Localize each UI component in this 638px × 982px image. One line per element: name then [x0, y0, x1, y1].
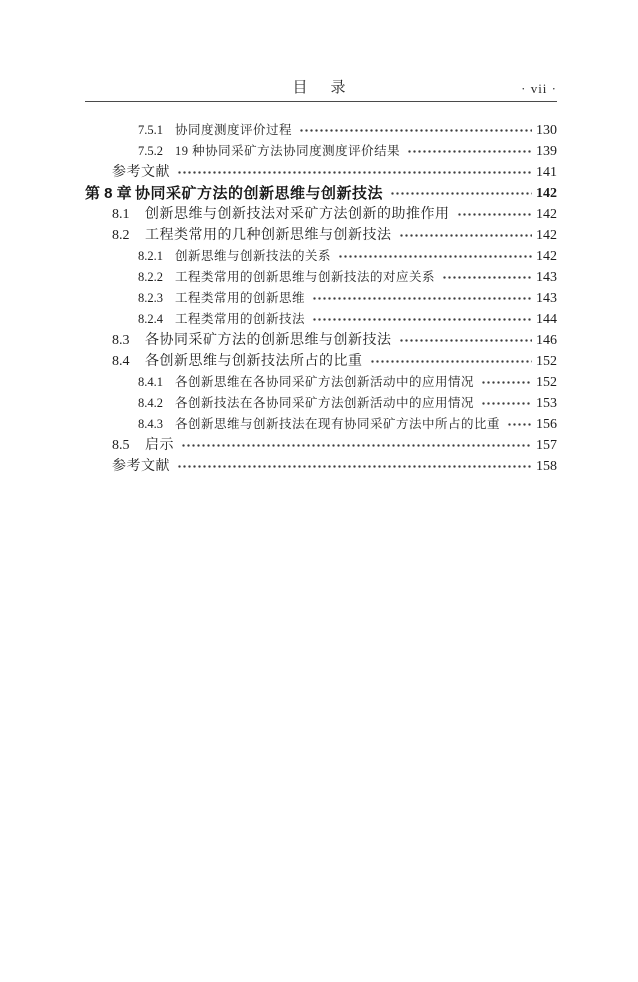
toc-dot-leader: [338, 246, 532, 267]
toc-entry: [85, 267, 557, 288]
toc-entry-page: 143: [536, 270, 557, 285]
toc-entry-number: 7.5.2: [138, 144, 163, 158]
toc-dot-leader: [399, 225, 533, 246]
toc-entry: [85, 456, 557, 477]
toc-dot-leader: [312, 309, 532, 330]
toc-dot-leader: [370, 351, 533, 372]
toc-entry: [85, 372, 557, 393]
toc-entry-number: 8.2.2: [138, 270, 163, 284]
toc-entry-page: 139: [536, 144, 557, 159]
toc-entry: [85, 183, 557, 204]
toc-dot-leader: [481, 372, 532, 393]
toc-entry: [85, 141, 557, 162]
toc-entry-title: 协同采矿方法的创新思维与创新技法: [135, 185, 384, 202]
toc-dot-leader: [442, 267, 532, 288]
toc-entry-title: 19 种协同采矿方法协同度测度评价结果: [175, 144, 401, 158]
toc-entry-title: 各创新技法在各协同采矿方法创新活动中的应用情况: [175, 396, 475, 410]
toc-entry-number: 8.4.3: [138, 417, 163, 431]
toc-dot-leader: [390, 183, 532, 204]
toc-entry: [85, 120, 557, 141]
toc-entry-page: 142: [536, 249, 557, 264]
page-title: 目 录: [292, 80, 350, 96]
toc-entry-page: 143: [536, 291, 557, 306]
toc-dot-leader: [181, 435, 532, 456]
toc-entry-number: 7.5.1: [138, 123, 163, 137]
toc-entry-page: 141: [536, 165, 557, 180]
toc-entry-title: 工程类常用的几种创新思维与创新技法: [145, 228, 392, 243]
toc-entry-number: 8.2.4: [138, 312, 163, 326]
toc-entry-title: 工程类常用的创新技法: [175, 312, 306, 326]
toc-entry-page: 152: [536, 354, 557, 369]
toc-entry-page: 142: [536, 186, 557, 201]
toc-dot-leader: [312, 288, 532, 309]
toc-entry: [85, 414, 557, 435]
toc-dot-leader: [481, 393, 532, 414]
toc-entry-page: 144: [536, 312, 557, 327]
toc-list: [85, 120, 557, 477]
toc-entry-page: 153: [536, 396, 557, 411]
toc-entry-title: 工程类常用的创新思维与创新技法的对应关系: [175, 270, 436, 284]
toc-dot-leader: [299, 120, 532, 141]
toc-dot-leader: [507, 414, 532, 435]
toc-entry: [85, 309, 557, 330]
toc-entry: [85, 435, 557, 456]
toc-entry-number: 8.1: [112, 207, 130, 222]
toc-entry: [85, 225, 557, 246]
toc-entry-title: 工程类常用的创新思维: [175, 291, 306, 305]
toc-entry-title: 参考文献: [112, 165, 170, 180]
toc-entry-title: 各创新思维与创新技法所占的比重: [145, 354, 363, 369]
page-number-marker: · vii ·: [521, 81, 557, 96]
toc-entry-title: 各创新思维与创新技法在现有协同采矿方法中所占的比重: [175, 417, 501, 431]
toc-entry: [85, 351, 557, 372]
toc-entry-page: 130: [536, 123, 557, 138]
toc-dot-leader: [457, 204, 533, 225]
toc-entry-page: 142: [536, 228, 557, 243]
toc-entry-title: 各创新思维在各协同采矿方法创新活动中的应用情况: [175, 375, 475, 389]
toc-entry-number: 8.2.3: [138, 291, 163, 305]
toc-entry-page: 158: [536, 459, 557, 474]
toc-entry-page: 156: [536, 417, 557, 432]
toc-dot-leader: [177, 456, 532, 477]
toc-entry-title: 创新思维与创新技法对采矿方法创新的助推作用: [145, 207, 450, 222]
toc-entry: [85, 246, 557, 267]
toc-entry-number: 8.5: [112, 438, 130, 453]
toc-entry-title: 各协同采矿方法的创新思维与创新技法: [145, 333, 392, 348]
toc-dot-leader: [407, 141, 532, 162]
toc-entry-number: 8.4: [112, 354, 130, 369]
toc-entry-title: 启示: [145, 438, 174, 453]
toc-entry-number: 8.2: [112, 228, 130, 243]
toc-entry-title: 协同度测度评价过程: [175, 123, 293, 137]
toc-entry-title: 参考文献: [112, 459, 170, 474]
toc-entry-number: 8.3: [112, 333, 130, 348]
toc-dot-leader: [177, 162, 532, 183]
toc-entry: [85, 393, 557, 414]
toc-entry-number: 8.4.1: [138, 375, 163, 389]
toc-entry-page: 152: [536, 375, 557, 390]
toc-entry-page: 142: [536, 207, 557, 222]
toc-page: [85, 80, 557, 477]
toc-entry-number: 8.2.1: [138, 249, 163, 263]
toc-entry-number: 第 8 章: [85, 185, 132, 202]
toc-entry-page: 146: [536, 333, 557, 348]
toc-entry: [85, 162, 557, 183]
page-header: [85, 80, 557, 102]
toc-entry: [85, 204, 557, 225]
toc-entry: [85, 288, 557, 309]
toc-entry: [85, 330, 557, 351]
toc-dot-leader: [399, 330, 533, 351]
toc-entry-number: 8.4.2: [138, 396, 163, 410]
toc-entry-title: 创新思维与创新技法的关系: [175, 249, 332, 263]
toc-entry-page: 157: [536, 438, 557, 453]
